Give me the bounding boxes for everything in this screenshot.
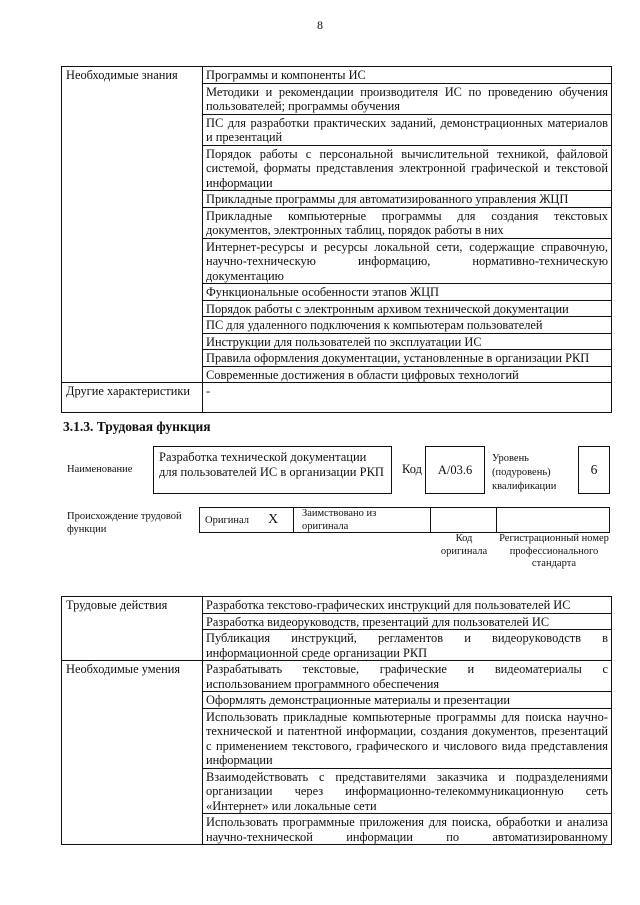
- table-cell: Публикация инструкций, регламентов и видеоруководств в информационной среде организации РКП: [203, 630, 612, 661]
- section-heading: 3.1.3. Трудовая функция: [63, 419, 211, 434]
- table-cell: Инструкции для пользователей по эксплуатации ИС: [203, 333, 612, 350]
- code-label: Код: [402, 462, 422, 476]
- function-code: A/03.6: [425, 446, 485, 494]
- reg-caption: Регистрационный номер профессионального стандарта: [499, 533, 609, 569]
- table-cell: Современные достижения в области цифровых технологий: [203, 366, 612, 383]
- row-label: Необходимые знания: [62, 67, 203, 383]
- table-cell: Порядок работы с персональной вычислительной техникой, файловой системой, форматы представления электронной графической и текстовой информации: [203, 145, 612, 191]
- knowledge-table: [61, 66, 612, 413]
- table-cell: Функциональные особенности этапов ЖЦП: [203, 284, 612, 301]
- actions-skills-table: [61, 596, 612, 845]
- code-caption: Код оригинала: [440, 533, 488, 557]
- table-cell: Порядок работы с электронным архивом технической документации: [203, 300, 612, 317]
- original-label: Оригинал: [205, 515, 249, 526]
- function-name: Разработка технической документации для пользователей ИС в организации РКП: [153, 446, 392, 494]
- divider: [496, 507, 497, 533]
- divider: [430, 507, 431, 533]
- row-label: Другие характеристики: [62, 383, 203, 413]
- table-cell: Взаимодействовать с представителями заказчика и подразделениями организации через информационно-телекоммуникационную сеть «Интернет» или локальные сети: [203, 768, 612, 814]
- page-number: 8: [317, 18, 323, 32]
- table-cell: Разработка видеоруководств, презентаций для пользователей ИС: [203, 613, 612, 630]
- table-cell: Прикладные компьютерные программы для создания текстовых документов, электронных таблиц, порядок работы в них: [203, 207, 612, 238]
- table-cell: Правила оформления документации, установленные в организации РКП: [203, 350, 612, 367]
- table-cell: Оформлять демонстрационные материалы и презентации: [203, 692, 612, 709]
- table-cell: Использовать прикладные компьютерные программы для поиска научно-технической и патентной информации, создания документов, презентаций с применением текстового, графического и числового вида представления информации: [203, 708, 612, 768]
- qualification-level: 6: [578, 446, 610, 494]
- table-cell: Прикладные программы для автоматизированного управления ЖЦП: [203, 191, 612, 208]
- table-cell: Программы и компоненты ИС: [203, 67, 612, 84]
- table-cell: Использовать программные приложения для поиска, обработки и анализа научно-технической информации по автоматизированному: [203, 814, 612, 845]
- origin-label: Происхождение трудовой функции: [67, 511, 182, 535]
- row-label: Необходимые умения: [62, 661, 203, 845]
- table-cell: Методики и рекомендации производителя ИС по проведению обучения пользователей; программы обучения: [203, 83, 612, 114]
- row-label: Трудовые действия: [62, 597, 203, 661]
- table-cell: Разработка текстово-графических инструкций для пользователей ИС: [203, 597, 612, 614]
- original-mark: X: [268, 512, 279, 527]
- level-label: Уровень (подуровень) квалификации: [492, 453, 557, 492]
- table-cell: -: [203, 383, 612, 413]
- table-cell: ПС для разработки практических заданий, демонстрационных материалов и презентаций: [203, 114, 612, 145]
- table-cell: Интернет-ресурсы и ресурсы локальной сети, содержащие справочную, научно-техническую информацию, нормативно-техническую документацию: [203, 238, 612, 284]
- table-cell: Разрабатывать текстовые, графические и видеоматериалы с использованием программного обеспечения: [203, 661, 612, 692]
- borrowed-label: Заимствовано из оригинала: [302, 508, 377, 532]
- name-label: Наименование: [67, 464, 133, 475]
- divider: [293, 507, 294, 533]
- table-cell: ПС для удаленного подключения к компьютерам пользователей: [203, 317, 612, 334]
